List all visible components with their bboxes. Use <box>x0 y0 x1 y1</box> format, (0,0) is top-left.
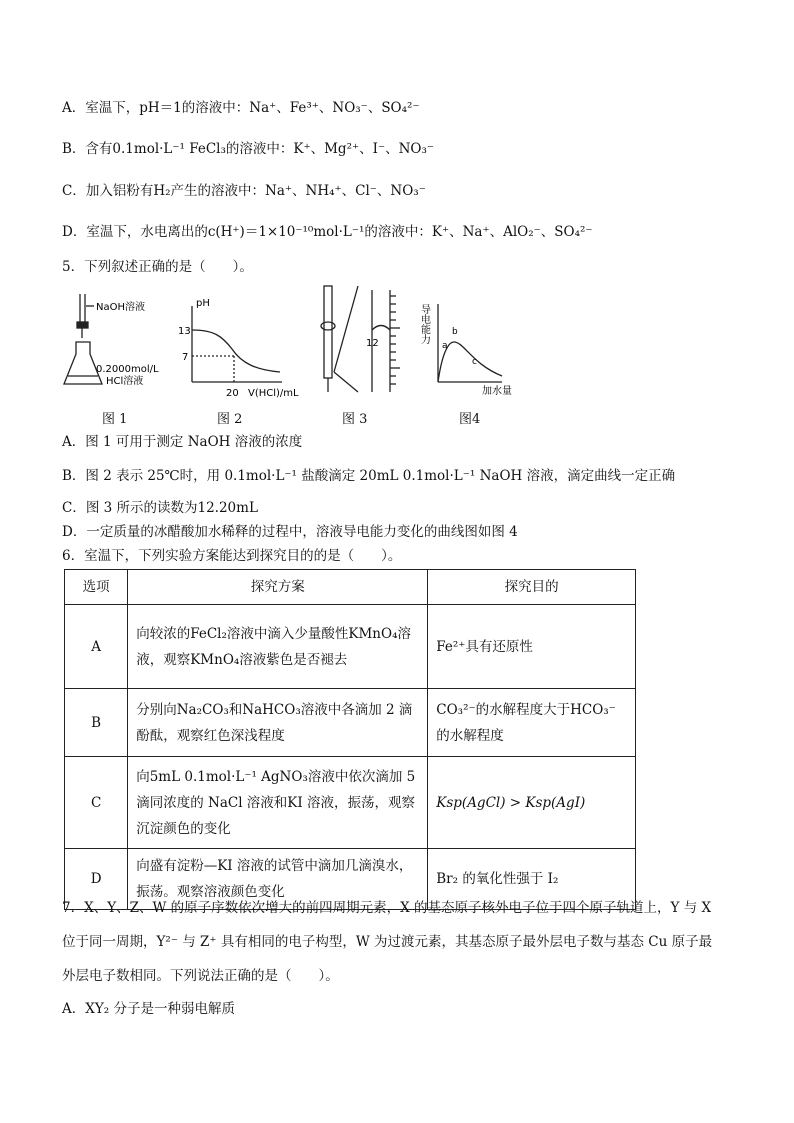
row-goal: Br₂ 的氧化性强于 I₂ <box>428 849 636 910</box>
table-row <box>65 605 636 689</box>
row-option: B <box>65 689 128 757</box>
fig4-ylabel: 导电能力 <box>418 304 430 344</box>
row-plan: 向较浓的FeCl₂溶液中滴入少量酸性KMnO₄溶液，观察KMnO₄溶液紫色是否褪去 <box>128 605 428 689</box>
q5-option-a: A．图 1 可用于测定 NaOH 溶液的浓度 <box>62 434 303 450</box>
table-row <box>65 757 636 849</box>
q5-figures <box>62 284 542 427</box>
fig3-reading: 12 <box>366 338 379 349</box>
row-goal: Fe²⁺具有还原性 <box>428 605 636 689</box>
row-plan: 分别向Na₂CO₃和NaHCO₃溶液中各滴加 2 滴酚酞，观察红色深浅程度 <box>128 689 428 757</box>
q7-line2: 位于同一周期，Y²⁻ 与 Z⁺ 具有相同的电子构型，W 为过渡元素，其基态原子最外层电子数与基态 Cu 原子最 <box>62 934 713 950</box>
q7-line3: 外层电子数相同。下列说法正确的是（ ）。 <box>62 968 339 984</box>
q4-option-a: A．室温下，pH＝1的溶液中：Na⁺、Fe³⁺、NO₃⁻、SO₄²⁻ <box>62 100 420 116</box>
fig4-caption: 图4 <box>459 412 481 427</box>
fig2-ylabel: pH <box>196 298 210 309</box>
fig1-label-hcl: HCl溶液 <box>106 376 144 387</box>
q4-option-c: C．加入铝粉有H₂产生的溶液中：Na⁺、NH₄⁺、Cl⁻、NO₃⁻ <box>62 183 426 199</box>
table-row <box>65 689 636 757</box>
q6-table <box>64 569 636 910</box>
q5-option-d: D．一定质量的冰醋酸加水稀释的过程中，溶液导电能力变化的曲线图如图 4 <box>62 524 518 540</box>
fig1-caption: 图 1 <box>102 412 128 427</box>
row-plan: 向盛有淀粉—KI 溶液的试管中滴加几滴溴水，振荡。观察溶液颜色变化 <box>128 849 428 910</box>
fig2-x-tick: 20 <box>226 388 239 399</box>
header-plan: 探究方案 <box>128 570 428 605</box>
header-goal: 探究目的 <box>428 570 636 605</box>
fig4-point-a: a <box>442 341 448 351</box>
q7-line1: 7．X、Y、Z、W 的原子序数依次增大的前四周期元素，X 的基态原子核外电子位于四个原子轨道上，Y 与 X <box>62 900 712 916</box>
fig3-burette <box>321 286 400 392</box>
q4-option-d: D．室温下，水电离出的c(H⁺)＝1×10⁻¹⁰mol·L⁻¹的溶液中：K⁺、Na⁺、AlO₂⁻、SO₄²⁻ <box>62 224 593 240</box>
fig2-y-high: 13 <box>178 326 191 337</box>
fig4-xlabel: 加水量 <box>482 386 512 397</box>
fig4-axes <box>438 304 502 382</box>
q4-option-b: B．含有0.1mol·L⁻¹ FeCl₃的溶液中：K⁺、Mg²⁺、I⁻、NO₃⁻ <box>62 141 434 157</box>
fig1-label-conc: 0.2000mol/L <box>96 364 159 375</box>
fig2-xlabel: V(HCl)/mL <box>248 388 299 399</box>
row-option: C <box>65 757 128 849</box>
q7-option-a: A．XY₂ 分子是一种弱电解质 <box>62 1001 235 1017</box>
q6-stem: 6．室温下，下列实验方案能达到探究目的的是（ ）。 <box>62 548 402 564</box>
q5-option-c: C．图 3 所示的读数为12.20mL <box>62 500 258 516</box>
q5-option-b: B．图 2 表示 25℃时，用 0.1mol·L⁻¹ 盐酸滴定 20mL 0.1mol·L⁻¹ NaOH 溶液，滴定曲线一定正确 <box>62 468 676 484</box>
row-goal: CO₃²⁻的水解程度大于HCO₃⁻的水解程度 <box>428 689 636 757</box>
row-goal: Ksp(AgCl) > Ksp(AgI) <box>428 757 636 849</box>
row-option: A <box>65 605 128 689</box>
fig2-y-mid: 7 <box>182 352 189 363</box>
row-plan: 向5mL 0.1mol·L⁻¹ AgNO₃溶液中依次滴加 5 滴同浓度的 NaCl 溶液和KI 溶液，振荡，观察沉淀颜色的变化 <box>128 757 428 849</box>
row-option: D <box>65 849 128 910</box>
fig4-point-c: c <box>472 357 477 367</box>
table-header-row <box>65 570 636 605</box>
fig2-caption: 图 2 <box>217 412 243 427</box>
fig3-caption: 图 3 <box>342 412 368 427</box>
q5-figures-svg <box>62 284 542 424</box>
fig2-axes <box>192 306 282 382</box>
header-option: 选项 <box>65 570 128 605</box>
fig4-point-b: b <box>452 327 458 337</box>
fig1-label-naoh: NaOH溶液 <box>96 302 145 313</box>
q5-stem: 5．下列叙述正确的是（ ）。 <box>62 259 253 275</box>
